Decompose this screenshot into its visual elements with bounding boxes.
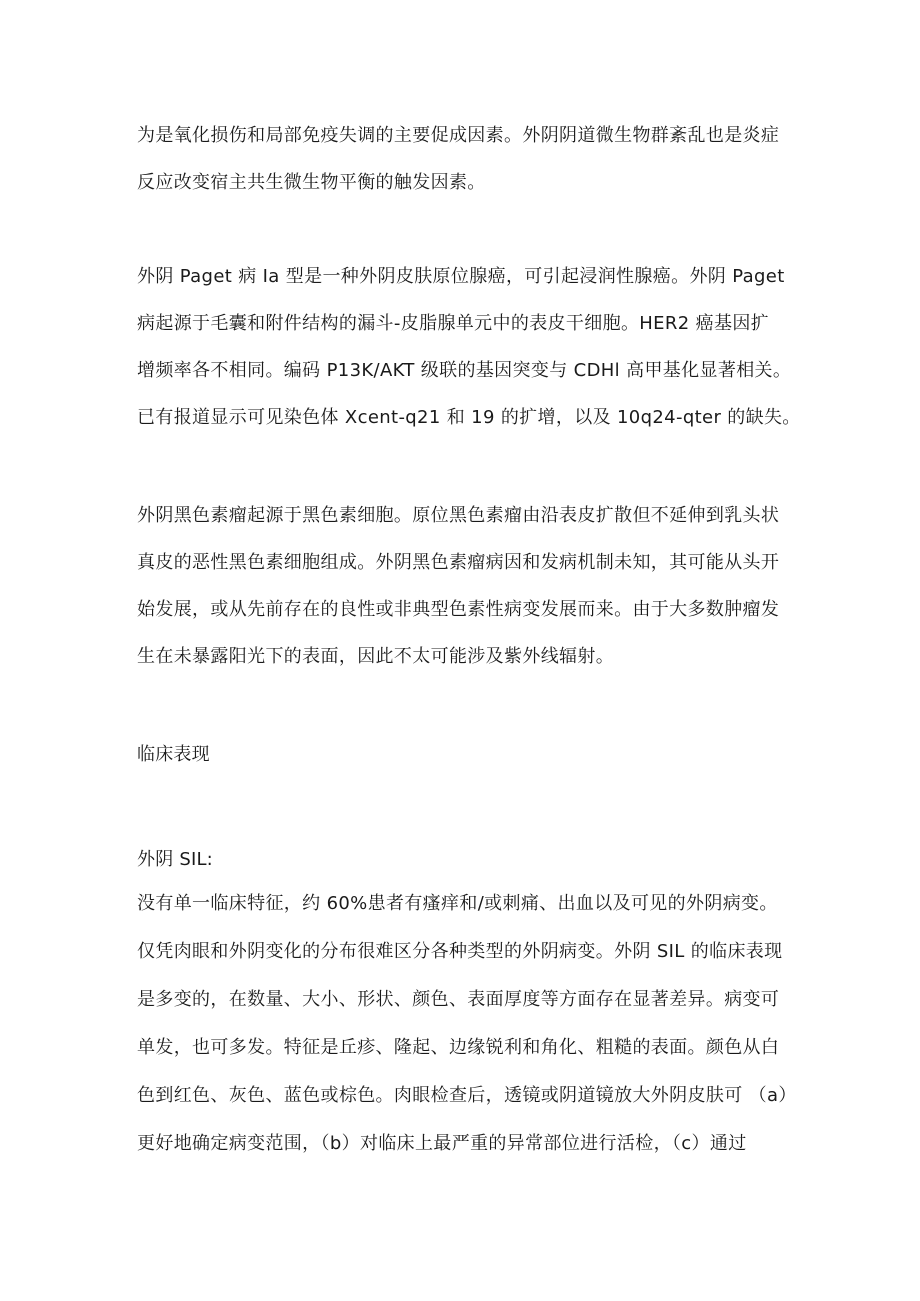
paragraph-1-line-1: 为是氧化损伤和局部免疫失调的主要促成因素。外阴阴道微生物群紊乱也是炎症: [137, 125, 780, 146]
section-heading: 临床表现: [137, 744, 210, 765]
subsection-paragraph-line-5: 色到红色、灰色、蓝色或棕色。肉眼检查后，透镜或阴道镜放大外阴皮肤可 （a）: [137, 1085, 797, 1106]
paragraph-3-line-3: 始发展，或从先前存在的良性或非典型色素性病变发展而来。由于大多数肿瘤发: [137, 599, 780, 620]
paragraph-2-line-2: 病起源于毛囊和附件结构的漏斗-皮脂腺单元中的表皮干细胞。HER2 癌基因扩: [137, 313, 770, 334]
subsection-paragraph-line-2: 仅凭肉眼和外阴变化的分布很难区分各种类型的外阴病变。外阴 SIL 的临床表现: [137, 941, 783, 962]
subsection-paragraph-line-1: 没有单一临床特征，约 60%患者有瘙痒和/或刺痛、出血以及可见的外阴病变。: [137, 893, 778, 914]
subsection-paragraph-line-3: 是多变的，在数量、大小、形状、颜色、表面厚度等方面存在显著差异。病变可: [137, 989, 780, 1010]
subsection-paragraph-line-6: 更好地确定病变范围，（b）对临床上最严重的异常部位进行活检，（c）通过: [137, 1133, 747, 1154]
paragraph-2-line-3: 增频率各不相同。编码 P13K/AKT 级联的基因突变与 CDHl 高甲基化显著相关。: [137, 360, 792, 381]
subsection-heading: 外阴 SIL:: [137, 849, 213, 870]
paragraph-2-line-4: 已有报道显示可见染色体 Xcent-q21 和 19 的扩增，以及 10q24-qter 的缺失。: [137, 407, 801, 428]
paragraph-3-line-4: 生在未暴露阳光下的表面，因此不太可能涉及紫外线辐射。: [137, 646, 615, 667]
subsection-paragraph-line-4: 单发，也可多发。特征是丘疹、隆起、边缘锐利和角化、粗糙的表面。颜色从白: [137, 1037, 780, 1058]
paragraph-1-line-2: 反应改变宿主共生微生物平衡的触发因素。: [137, 172, 486, 193]
paragraph-3-line-1: 外阴黑色素瘤起源于黑色素细胞。原位黑色素瘤由沿表皮扩散但不延伸到乳头状: [137, 505, 780, 526]
paragraph-3-line-2: 真皮的恶性黑色素细胞组成。外阴黑色素瘤病因和发病机制未知，其可能从头开: [137, 552, 780, 573]
paragraph-2-line-1: 外阴 Paget 病 Ia 型是一种外阴皮肤原位腺癌，可引起浸润性腺癌。外阴 Paget: [137, 266, 785, 287]
